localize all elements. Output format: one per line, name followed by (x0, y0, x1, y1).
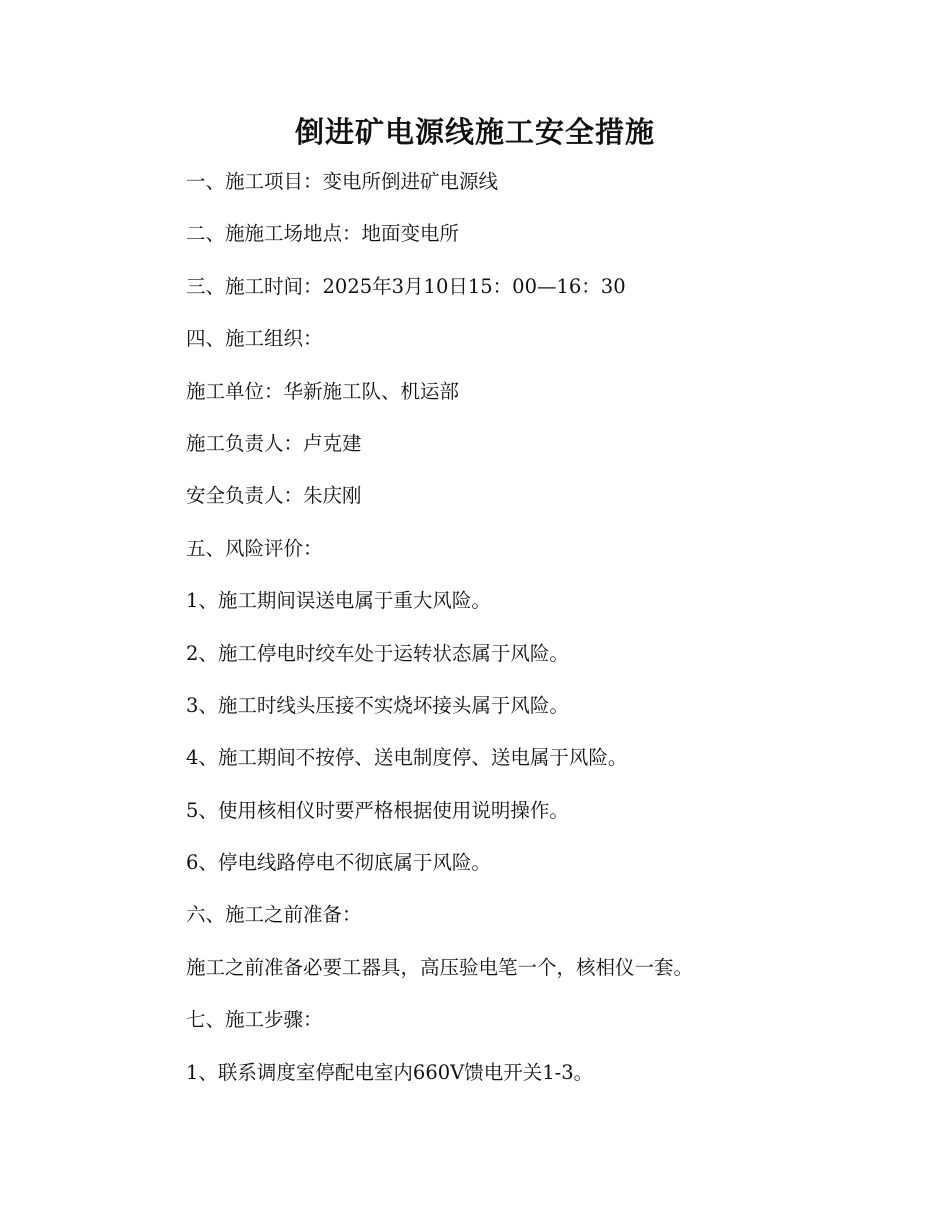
text-line: 二、施施工场地点：地面变电所 (186, 222, 460, 246)
text-line: 四、施工组织： (186, 327, 323, 351)
text-line: 三、施工时间：2025年3月10日15：00—16：30 (186, 274, 626, 298)
text-line: 一、施工项目：变电所倒进矿电源线 (186, 170, 499, 193)
document-title: 倒进矿电源线施工安全措施 (294, 115, 655, 149)
text-line: 六、施工之前准备： (186, 903, 362, 927)
text-line: 安全负责人：朱庆刚 (186, 484, 362, 508)
text-line: 1、施工期间误送电属于重大风险。 (186, 589, 491, 613)
text-line: 3、施工时线头压接不实烧坏接头属于风险。 (186, 693, 569, 717)
text-line: 施工负责人：卢克建 (186, 431, 362, 455)
document-body (186, 165, 906, 1108)
text-line: 1、联系调度室停配电室内660V馈电开关1-3。 (186, 1060, 594, 1084)
text-line: 五、风险评价： (186, 536, 323, 560)
text-line: 2、施工停电时绞车处于运转状态属于风险。 (186, 641, 569, 665)
text-line: 4、施工期间不按停、送电制度停、送电属于风险。 (186, 746, 628, 770)
text-line: 施工单位：华新施工队、机运部 (186, 379, 460, 403)
text-line: 5、使用核相仪时要严格根据使用说明操作。 (186, 798, 569, 822)
text-line: 6、停电线路停电不彻底属于风险。 (186, 851, 491, 875)
text-line: 七、施工步骤： (186, 1008, 323, 1032)
text-line: 施工之前准备必要工器具，高压验电笔一个，核相仪一套。 (186, 955, 694, 979)
